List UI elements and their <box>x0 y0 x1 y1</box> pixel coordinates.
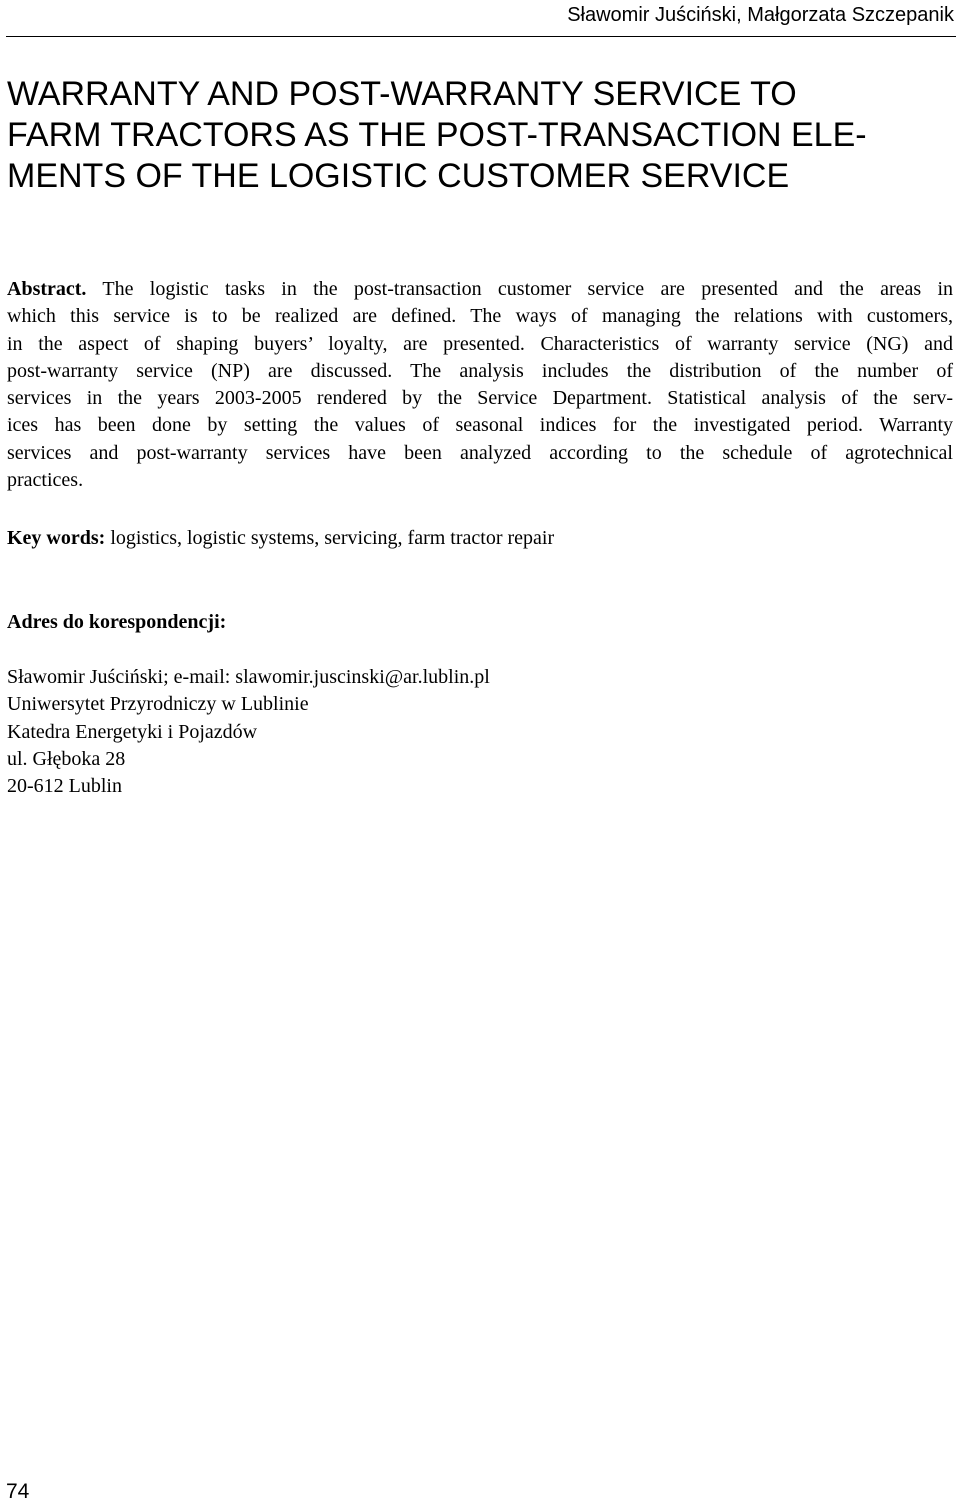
address-line-street: ul. Głęboka 28 <box>7 747 126 770</box>
abstract-line: services and post-warranty services have been analyzed according to the schedule of agrotechnical <box>7 441 953 464</box>
abstract-line: practices. <box>7 469 84 492</box>
address-line-city: 20-612 Lublin <box>7 775 122 798</box>
abstract-line: post-warranty service (NP) are discussed. The analysis includes the distribution of the number of <box>7 359 953 382</box>
running-header-authors: Sławomir Juściński, Małgorzata Szczepanik <box>567 4 954 26</box>
header-rule <box>6 36 956 37</box>
paper-title-line: FARM TRACTORS AS THE POST-TRANSACTION ELE- <box>7 116 867 154</box>
keywords-label: Key words: <box>7 527 106 549</box>
abstract-line <box>7 276 953 303</box>
abstract-label: Abstract. <box>7 278 87 300</box>
abstract-line: in the aspect of shaping buyers’ loyalty, are presented. Characteristics of warranty service (NG) and <box>7 332 953 355</box>
abstract-line: ices has been done by setting the values of seasonal indices for the investigated period. Warranty <box>7 414 953 437</box>
correspondence-heading: Adres do korespondencji: <box>7 611 227 633</box>
abstract-line: services in the years 2003-2005 rendered by the Service Department. Statistical analysis of the serv- <box>7 387 953 410</box>
address-line-author-email: Sławomir Juściński; e-mail: slawomir.juscinski@ar.lublin.pl <box>7 666 490 688</box>
paper-title-line: MENTS OF THE LOGISTIC CUSTOMER SERVICE <box>7 157 790 195</box>
abstract-line: which this service is to be realized are defined. The ways of managing the relations with customers, <box>7 305 953 328</box>
abstract <box>7 276 953 494</box>
page-number: 74 <box>6 1480 30 1503</box>
keywords <box>7 525 554 552</box>
correspondence-address <box>7 664 490 800</box>
keywords-text: logistics, logistic systems, servicing, farm tractor repair <box>105 527 555 549</box>
address-line-department: Katedra Energetyki i Pojazdów <box>7 720 258 743</box>
address-line-university: Uniwersytet Przyrodniczy w Lublinie <box>7 693 309 716</box>
paper-title <box>7 74 952 197</box>
paper-title-line: WARRANTY AND POST-WARRANTY SERVICE TO <box>7 75 797 113</box>
abstract-text: The logistic tasks in the post-transaction customer service are presented and the areas in <box>86 278 953 300</box>
